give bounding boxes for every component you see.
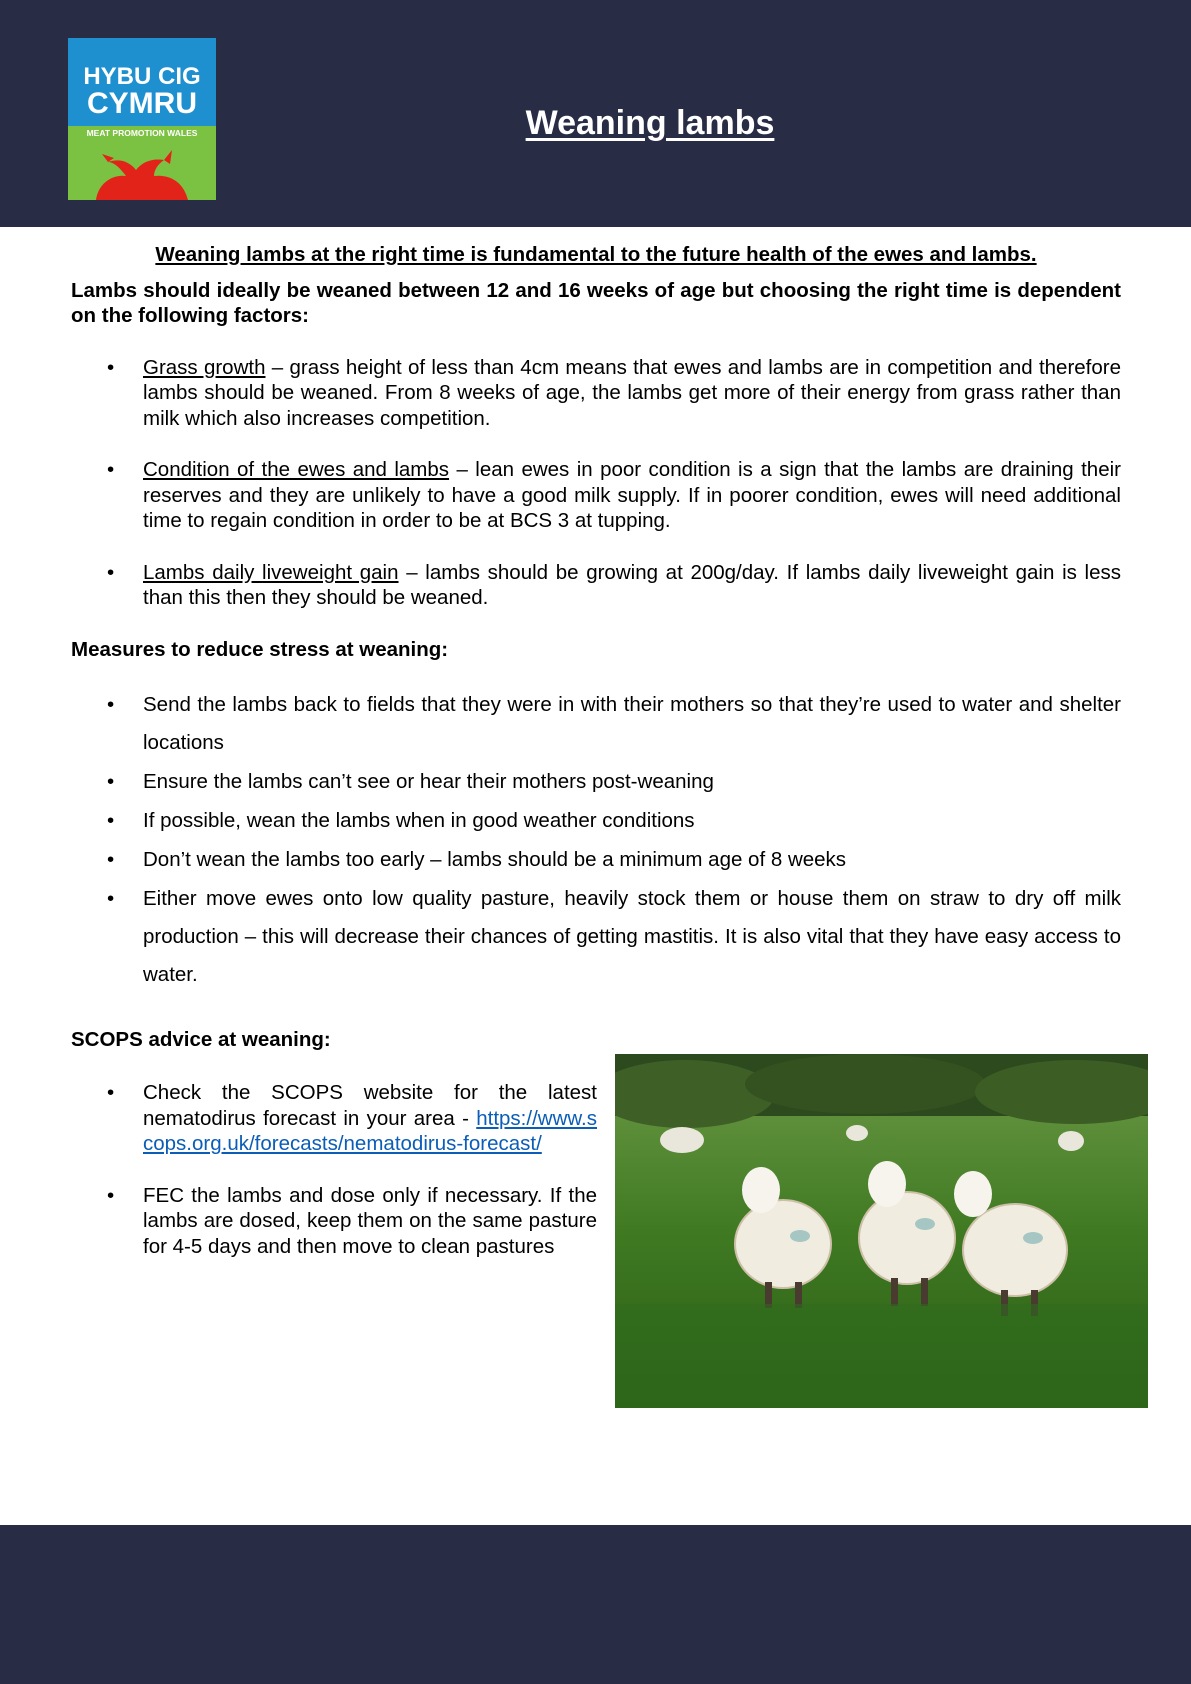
main-content <box>71 242 1121 995</box>
intro-heading: Weaning lambs at the right time is fundamental to the future health of the ewes and lambs. <box>155 243 1037 266</box>
factor-text: – grass height of less than 4cm means that ewes and lambs are in competition and therefore lambs should be weaned. From 8 weeks of age, the lambs get more of their energy from grass rather than milk which also increases competition. <box>143 355 1122 430</box>
scops-item-text: Check the SCOPS website for the latest nematodirus forecast in your area - <box>143 1081 597 1130</box>
measures-heading: Measures to reduce stress at weaning: <box>71 637 449 661</box>
list-item: • Don’t wean the lambs too early – lambs should be a minimum age of 8 weeks <box>71 841 1121 879</box>
header-band <box>0 0 1191 227</box>
factors-list <box>71 355 1121 611</box>
factor-text: – lambs should be growing at 200g/day. If lambs daily liveweight gain is less than this then they should be weaned. <box>143 560 1122 609</box>
svg-text:CYMRU: CYMRU <box>87 87 197 120</box>
page-title: Weaning lambs <box>525 104 775 142</box>
scops-heading: SCOPS advice at weaning: <box>71 1028 331 1051</box>
footer-band <box>0 1525 1191 1684</box>
factor-term: Condition of the ewes and lambs <box>143 458 450 481</box>
factor-term: Lambs daily liveweight gain <box>143 560 399 584</box>
svg-text:MEAT PROMOTION WALES: MEAT PROMOTION WALES <box>86 128 198 138</box>
factor-text: – lean ewes in poor condition is a sign that the lambs are draining their reserves and they are unlikely to have a good milk supply. If in poorer condition, ewes will need additional time to regain condition in order to be at BCS 3 at tupping. <box>143 458 1121 532</box>
list-item: • Send the lambs back to fields that they were in with their mothers so that they’re used to water and shelter locations <box>71 686 1121 762</box>
list-item: • Either move ewes onto low quality pasture, heavily stock them or house them on straw to dry off milk production – this will decrease their chances of getting mastitis. It is also vital that they have easy access to water. <box>71 880 1121 994</box>
factor-term: Grass growth <box>143 355 266 379</box>
svg-text:HYBU CIG: HYBU CIG <box>83 63 201 90</box>
list-item: • If possible, wean the lambs when in good weather conditions <box>71 802 1121 840</box>
list-item <box>71 355 1121 432</box>
scops-list <box>71 1080 597 1285</box>
intro-lead: Lambs should ideally be weaned between 12 and 16 weeks of age but choosing the right time is dependent on the following factors: <box>71 278 1121 327</box>
measures-list <box>71 686 1121 994</box>
lambs-photo <box>615 1054 1148 1408</box>
list-item <box>71 457 1121 534</box>
scops-forecast-link[interactable]: https://www.scops.org.uk/forecasts/nematodirus-forecast/ <box>143 1106 597 1155</box>
list-item <box>71 560 1121 611</box>
list-item <box>71 1080 597 1157</box>
list-item: • FEC the lambs and dose only if necessary. If the lambs are dosed, keep them on the same pasture for 4-5 days and then move to clean pastures <box>71 1183 597 1260</box>
list-item: • Ensure the lambs can’t see or hear their mothers post-weaning <box>71 763 1121 801</box>
